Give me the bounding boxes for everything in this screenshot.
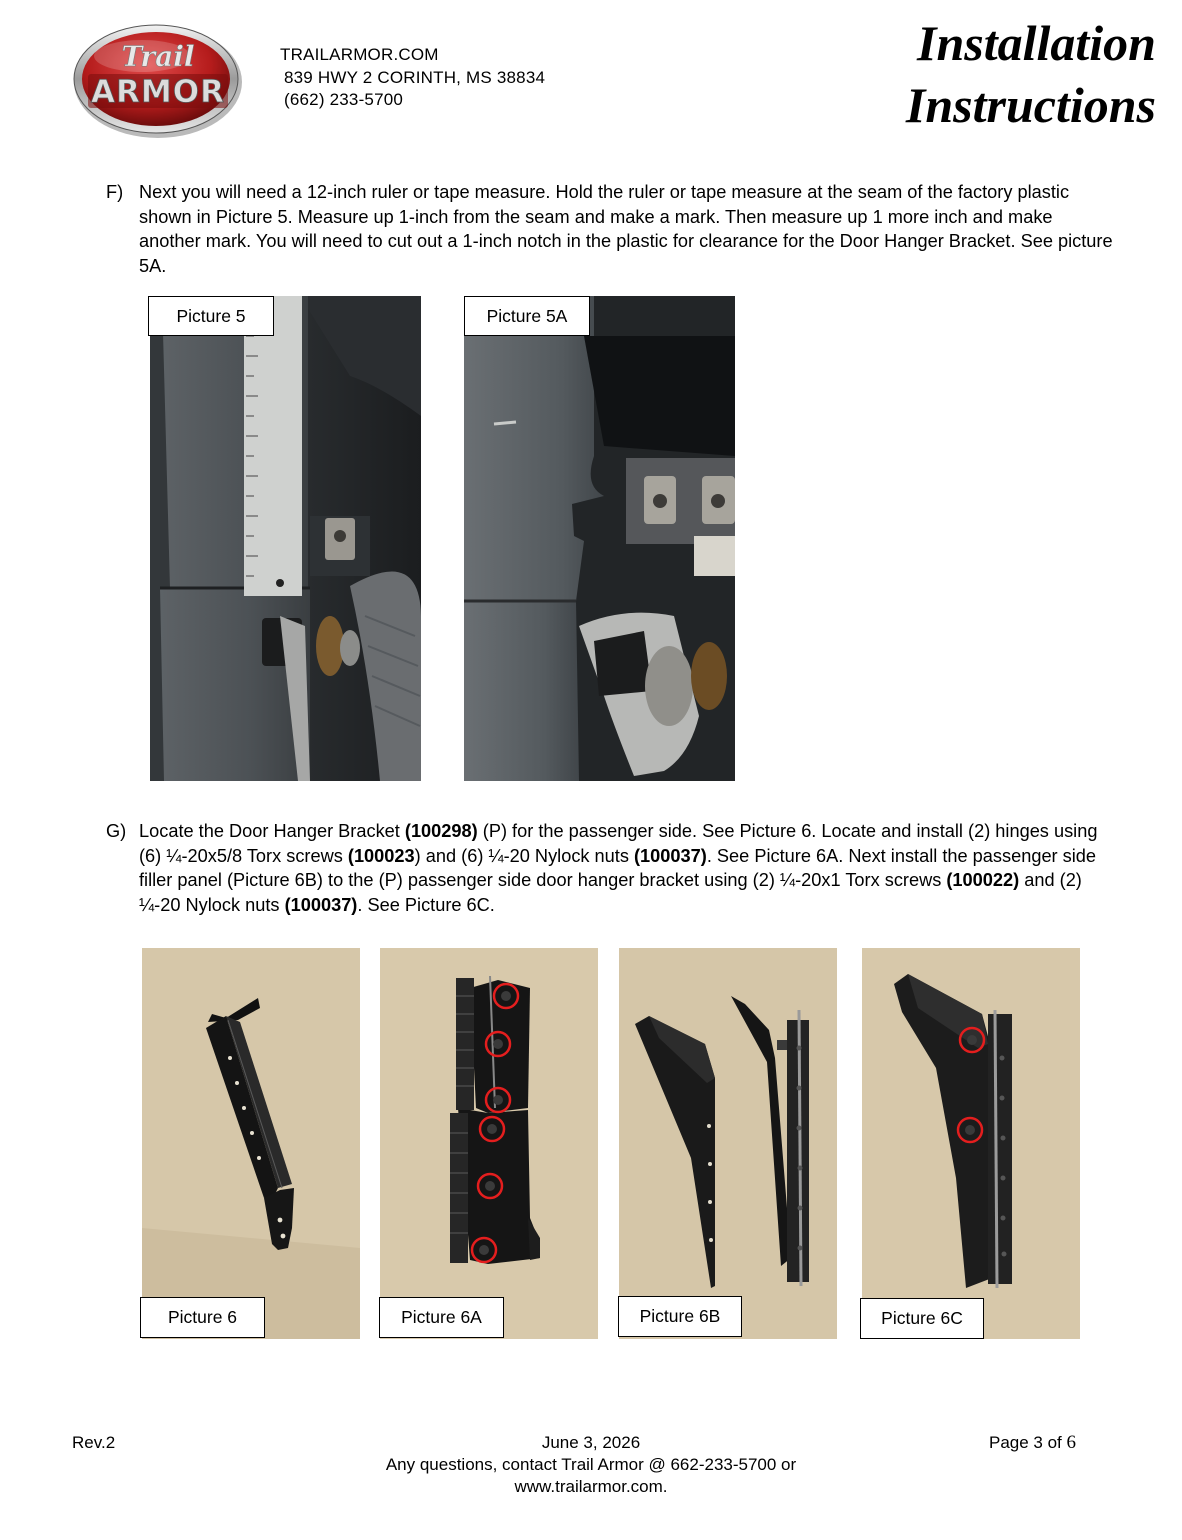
step-g-part: . See Picture 6A. Next install the passenger side filler panel (Picture 6B) to the (P) passenger side door hanger bracket using (2) ¼-20x1 Torx screws [139, 845, 1097, 890]
page-number-prefix: Page 3 of [988, 1433, 1067, 1452]
part-number: (100037) [284, 894, 358, 915]
step-g-part: ) and (6) ¼-20 Nylock nuts [414, 845, 634, 866]
picture-6c-photo [862, 948, 1080, 1339]
revision: Rev.2 [72, 1433, 116, 1452]
step-f-text: Next you will need a 12-inch ruler or tape measure. Hold the ruler or tape measure at the seam of the factory plastic shown in Picture 5. Measure up 1-inch from the seam and make a mark. Then measure up 1 more inch and make another mark. You will need to cut out a 1-inch notch in the plastic for clearance for the Door Hanger Bracket. See picture 5A. [139, 182, 1113, 276]
picture-5a-caption: Picture 5A [464, 296, 590, 336]
picture-6-caption: Picture 6 [140, 1297, 265, 1338]
part-number: (100022) [946, 870, 1020, 890]
step-g-part: and (2) ¼-20 Nylock nuts [139, 870, 1082, 915]
footer-contact: Any questions, contact Trail Armor @ 662-233-5700 or [385, 1455, 797, 1474]
picture-6c-caption: Picture 6C [860, 1298, 984, 1339]
picture-6b-photo [619, 948, 837, 1339]
title-line-1: Installation [917, 15, 1156, 71]
company-info [280, 44, 545, 112]
footer-website: www.trailarmor.com. [514, 1477, 668, 1496]
step-g-part: (P) for the passenger side. See Picture 6. Locate and install (2) hinges using (6) ¼-20x5/8 Torx screws [139, 821, 1098, 866]
logo-block-text: ARMOR [91, 74, 225, 110]
step-g-part: Locate the Door Hanger Bracket [139, 821, 405, 841]
step-g [106, 819, 1116, 917]
company-website: TRAILARMOR.COM [280, 45, 439, 64]
part-number: (100298) [404, 821, 478, 841]
company-address: 839 HWY 2 CORINTH, MS 38834 [284, 67, 546, 87]
picture-6a-photo [380, 948, 598, 1339]
page-number [930, 1432, 1076, 1454]
part-number: (100037) [634, 845, 707, 866]
picture-5-caption: Picture 5 [148, 296, 274, 336]
page-total: 6 [1066, 1432, 1076, 1453]
picture-6-photo [142, 948, 360, 1339]
step-g-text [139, 819, 1116, 917]
footer-center [330, 1432, 852, 1498]
trail-armor-logo [72, 22, 244, 140]
step-f-letter: F) [106, 182, 124, 202]
company-phone: (662) 233-5700 [284, 90, 404, 109]
logo-script-text: Trail [121, 40, 195, 73]
picture-5-photo [150, 296, 421, 781]
picture-6a-caption: Picture 6A [379, 1297, 504, 1338]
document-title [860, 12, 1156, 136]
title-line-2: Instructions [905, 77, 1156, 133]
footer-date: June 3, 2026 [541, 1433, 641, 1452]
picture-6b-caption: Picture 6B [618, 1296, 742, 1337]
step-g-letter: G) [106, 821, 127, 841]
picture-5a-photo [464, 296, 735, 781]
step-f [106, 180, 1116, 278]
part-number: (100023 [347, 845, 415, 866]
step-g-part: . See Picture 6C. [357, 894, 495, 915]
